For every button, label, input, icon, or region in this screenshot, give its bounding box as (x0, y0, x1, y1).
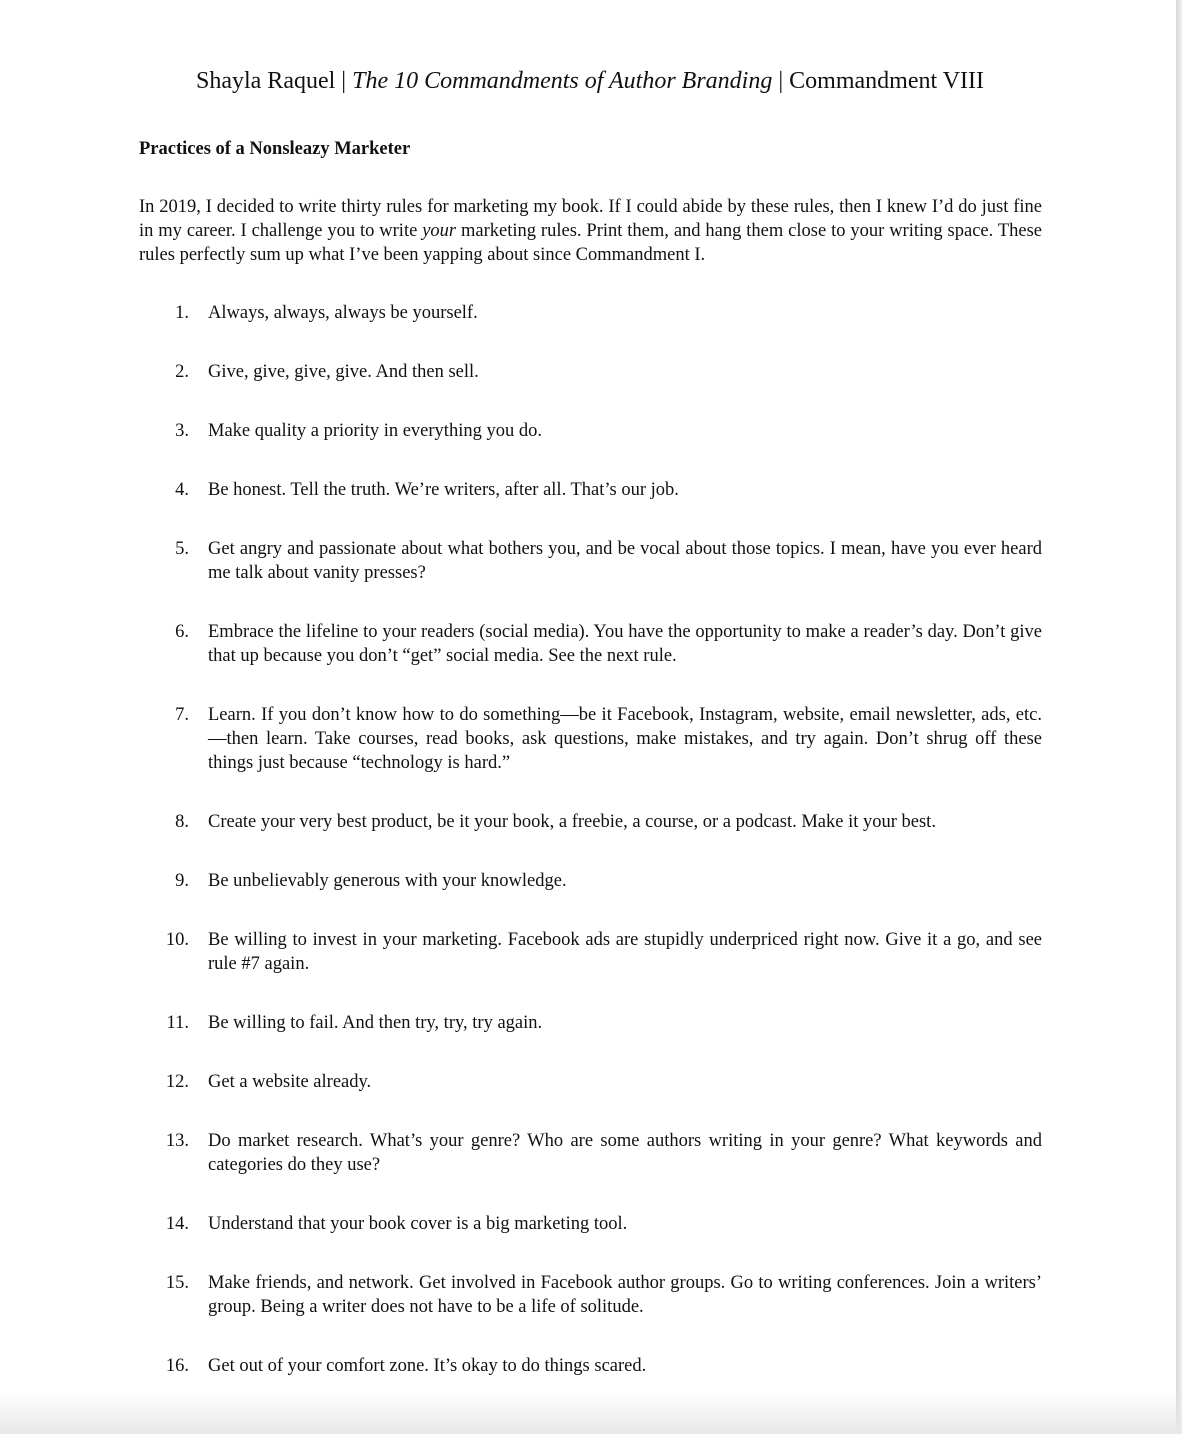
list-item (139, 537, 1042, 585)
list-item (139, 1354, 1042, 1378)
intro-text: marketing rules. Print them, and hang them close to your writing space. These rules perfectly sum up what I’ve been yapping about since Commandment I. (139, 221, 1042, 265)
list-number: 3. (175, 421, 189, 441)
list-item (139, 419, 1042, 443)
header-separator: | (335, 68, 353, 94)
list-number: 15. (165, 1273, 189, 1293)
running-header (0, 64, 1180, 98)
list-item (139, 928, 1042, 976)
intro-paragraph (139, 195, 1042, 267)
list-number: 13. (165, 1131, 189, 1151)
list-number: 12. (165, 1072, 189, 1092)
header-separator: | (772, 68, 790, 94)
list-item (139, 869, 1042, 893)
list-text: Get angry and passionate about what bothers you, and be vocal about those topics. I mean, have you ever heard me talk about vanity presses? (208, 539, 1042, 583)
list-item (139, 478, 1042, 502)
list-number: 9. (175, 871, 189, 891)
list-item (139, 810, 1042, 834)
rules-list (139, 301, 1042, 1378)
list-number: 7. (175, 705, 189, 725)
page-edge (1176, 0, 1182, 1434)
list-number: 10. (165, 930, 189, 950)
list-item (139, 1212, 1042, 1236)
list-item (139, 620, 1042, 668)
list-text: Learn. If you don’t know how to do something—be it Facebook, Instagram, website, email newsletter, ads, etc.—then learn. Take courses, read books, ask questions, make mistakes, and try again. Don’t shrug off these things just because “technology is hard.” (208, 705, 1042, 773)
section-title: Practices of a Nonsleazy Marketer (139, 139, 411, 159)
list-number: 14. (165, 1214, 189, 1234)
page-content (139, 136, 1042, 1413)
list-text: Always, always, always be yourself. (208, 303, 478, 323)
list-text: Get out of your comfort zone. It’s okay to do things scared. (208, 1356, 647, 1376)
intro-text: In 2019, I decided to write thirty rules for marketing my book. If I could abide by these rules, then I knew I’d do just fine in my career. I challenge you to write (139, 197, 1042, 241)
list-item (139, 1070, 1042, 1094)
list-item (139, 1129, 1042, 1177)
list-number: 2. (175, 362, 189, 382)
list-text: Be unbelievably generous with your knowledge. (208, 871, 567, 891)
list-item (139, 703, 1042, 775)
list-text: Make quality a priority in everything you do. (208, 421, 542, 441)
list-item (139, 1271, 1042, 1319)
list-number: 5. (175, 539, 189, 559)
header-author: Shayla Raquel (195, 68, 336, 94)
list-number: 11. (166, 1013, 189, 1033)
list-item (139, 360, 1042, 384)
header-book-title: The 10 Commandments of Author Branding (352, 68, 773, 94)
list-text: Embrace the lifeline to your readers (social media). You have the opportunity to make a reader’s day. Don’t give that up because you don’t “get” social media. See the next rule. (208, 622, 1042, 666)
list-item (139, 301, 1042, 325)
bottom-shadow (0, 1392, 1182, 1434)
list-text: Be honest. Tell the truth. We’re writers, after all. That’s our job. (208, 480, 679, 500)
intro-emphasis: your (422, 221, 457, 241)
list-number: 6. (175, 622, 189, 642)
list-text: Be willing to invest in your marketing. Facebook ads are stupidly underpriced right now. Give it a go, and see rule #7 again. (208, 930, 1042, 974)
list-number: 16. (165, 1356, 189, 1376)
list-text: Do market research. What’s your genre? Who are some authors writing in your genre? What keywords and categories do they use? (208, 1131, 1042, 1175)
list-text: Give, give, give, give. And then sell. (208, 362, 479, 382)
list-text: Make friends, and network. Get involved in Facebook author groups. Go to writing conferences. Join a writers’ group. Being a writer does not have to be a life of solitude. (208, 1273, 1042, 1317)
list-text: Create your very best product, be it your book, a freebie, a course, or a podcast. Make it your best. (208, 812, 936, 832)
list-number: 1. (175, 303, 189, 323)
list-number: 4. (175, 480, 189, 500)
header-chapter: Commandment VIII (789, 68, 985, 94)
list-text: Be willing to fail. And then try, try, try again. (208, 1013, 543, 1033)
list-item (139, 1011, 1042, 1035)
list-text: Understand that your book cover is a big marketing tool. (208, 1214, 628, 1234)
list-number: 8. (175, 812, 189, 832)
list-text: Get a website already. (208, 1072, 372, 1092)
